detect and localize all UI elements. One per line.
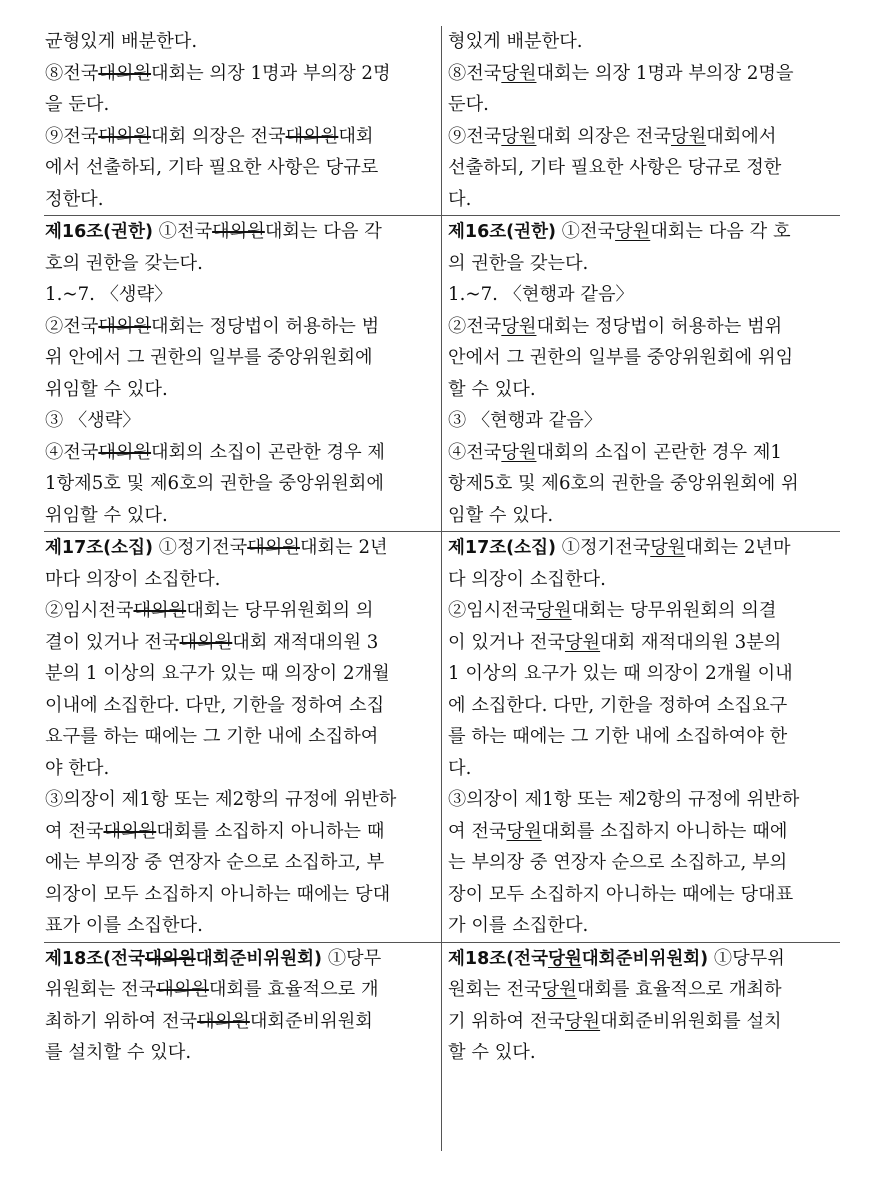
text-segment: 할 수 있다. bbox=[448, 378, 536, 400]
text-line bbox=[448, 532, 836, 564]
text-segment: 대회 재적대의원 3분의 bbox=[600, 631, 782, 653]
text-segment: ①정기전국 bbox=[555, 537, 651, 558]
text-line bbox=[45, 311, 438, 343]
deleted-text: 대의원 bbox=[212, 221, 265, 242]
text-segment: 다. bbox=[448, 188, 472, 210]
inserted-text: 당원 bbox=[501, 441, 537, 463]
text-segment: 제18조(전국 bbox=[45, 948, 145, 969]
inserted-text: 당원 bbox=[541, 979, 577, 1000]
text-segment: 대회의 소집이 곤란한 경우 제 bbox=[151, 441, 386, 463]
text-segment: ④전국 bbox=[448, 441, 502, 463]
text-line bbox=[45, 248, 438, 280]
text-line bbox=[45, 627, 438, 659]
current-text-cell bbox=[44, 26, 442, 215]
text-segment: ③의장이 제1항 또는 제2항의 규정에 위반하 bbox=[448, 789, 800, 810]
table-row bbox=[44, 943, 840, 1151]
text-segment: 의 권한을 갖는다. bbox=[448, 252, 589, 274]
text-segment: 할 수 있다. bbox=[448, 1042, 536, 1063]
current-text-cell bbox=[44, 532, 442, 942]
text-segment: 대회는 2년마 bbox=[685, 537, 791, 558]
text-segment: ①전국 bbox=[152, 221, 213, 242]
text-segment: ⑨전국 bbox=[448, 125, 502, 147]
text-segment: 가 이를 소집한다. bbox=[448, 915, 589, 936]
text-segment: 여 전국 bbox=[448, 820, 507, 842]
text-line bbox=[448, 943, 836, 975]
comparison-table bbox=[44, 26, 840, 1151]
text-line bbox=[45, 690, 438, 722]
text-segment: ②임시전국 bbox=[448, 600, 537, 621]
text-segment: 대회를 소집하지 아니하는 때 bbox=[156, 820, 385, 842]
text-line bbox=[448, 58, 836, 90]
text-segment: 대회준비위원회 bbox=[249, 1010, 373, 1032]
text-segment: 최하기 위하여 전국 bbox=[45, 1010, 198, 1032]
text-segment: 을 둔다. bbox=[45, 94, 110, 115]
text-segment: ②전국 bbox=[448, 315, 502, 337]
text-segment: 1.~7. 〈생략〉 bbox=[45, 284, 173, 305]
text-segment: 대회를 소집하지 아니하는 때에 bbox=[541, 820, 788, 842]
text-line bbox=[45, 216, 438, 248]
deleted-text: 대의원 bbox=[144, 948, 196, 969]
text-line bbox=[45, 532, 438, 564]
text-segment: 제18조(전국 bbox=[448, 948, 548, 969]
text-line bbox=[448, 405, 836, 437]
current-text-cell bbox=[44, 943, 442, 1151]
text-segment: 제17조(소집) bbox=[45, 538, 153, 558]
text-line bbox=[45, 879, 438, 911]
text-line bbox=[45, 121, 438, 153]
text-line bbox=[45, 910, 438, 942]
text-line bbox=[45, 1037, 438, 1069]
text-line bbox=[45, 847, 438, 879]
text-segment: 정한다. bbox=[45, 188, 104, 210]
text-segment: 야 한다. bbox=[45, 757, 110, 779]
text-segment: 분의 1 이상의 요구가 있는 때 의장이 2개월 bbox=[45, 663, 390, 684]
text-segment: 형있게 배분한다. bbox=[448, 31, 583, 52]
text-segment: ②전국 bbox=[45, 315, 99, 337]
text-segment: 여 전국 bbox=[45, 820, 104, 842]
text-line bbox=[448, 847, 836, 879]
text-line bbox=[448, 721, 836, 753]
text-segment: 1항제5호 및 제6호의 권한을 중앙위원회에 bbox=[45, 473, 384, 494]
text-line bbox=[45, 658, 438, 690]
table-row bbox=[44, 216, 840, 532]
text-segment: 이 있거나 전국 bbox=[448, 631, 565, 653]
text-line bbox=[45, 374, 438, 406]
inserted-text: 당원 bbox=[564, 1010, 601, 1032]
text-line bbox=[448, 342, 836, 374]
text-line bbox=[45, 58, 438, 90]
text-segment: 대회는 정당법이 허용하는 범위 bbox=[536, 315, 783, 337]
deleted-text: 대의원 bbox=[133, 600, 187, 621]
text-line bbox=[448, 152, 836, 184]
text-line bbox=[45, 89, 438, 121]
text-segment: 대회 재적대의원 3 bbox=[232, 631, 379, 653]
deleted-text: 대의원 bbox=[179, 631, 233, 653]
text-line bbox=[45, 784, 438, 816]
table-row bbox=[44, 532, 840, 943]
text-segment: 표가 이를 소집한다. bbox=[45, 915, 203, 936]
text-line bbox=[45, 342, 438, 374]
text-segment: 대회를 효율적으로 개 bbox=[208, 979, 379, 1000]
text-segment: 는 부의장 중 연장자 순으로 소집하고, 부의 bbox=[448, 852, 788, 873]
text-segment: 제17조(소집) bbox=[448, 538, 556, 558]
text-segment: 대회 의장은 전국 bbox=[536, 125, 672, 147]
inserted-text: 당원 bbox=[506, 820, 542, 842]
text-segment: 균형있게 배분한다. bbox=[45, 31, 198, 52]
text-line bbox=[45, 564, 438, 596]
text-segment: 요구를 하는 때에는 그 기한 내에 소집하여 bbox=[45, 726, 379, 747]
text-segment: 대회는 당무위원회의 의 bbox=[186, 600, 374, 621]
current-text-cell bbox=[44, 216, 442, 531]
text-segment: 1.~7. 〈현행과 같음〉 bbox=[448, 284, 634, 305]
text-line bbox=[448, 627, 836, 659]
text-segment: 대회는 다음 각 호 bbox=[650, 221, 791, 242]
text-segment: ⑧전국 bbox=[448, 62, 502, 84]
text-segment: 대회 bbox=[338, 125, 374, 147]
text-segment: 위임할 수 있다. bbox=[45, 504, 168, 526]
text-line bbox=[45, 721, 438, 753]
text-line bbox=[448, 1037, 836, 1069]
text-segment: 대회는 당무위원회의 의결 bbox=[571, 600, 777, 621]
text-segment: 대회는 정당법이 허용하는 범 bbox=[151, 315, 380, 337]
deleted-text: 대의원 bbox=[197, 1010, 250, 1032]
text-line bbox=[45, 816, 438, 848]
text-segment: 대회의 소집이 곤란한 경우 제1 bbox=[536, 441, 782, 463]
text-segment: 대회는 의장 1명과 부의장 2명을 bbox=[536, 62, 794, 84]
revised-text-cell bbox=[442, 532, 839, 942]
text-line bbox=[45, 279, 438, 311]
deleted-text: 대의원 bbox=[98, 62, 152, 84]
text-segment: ⑧전국 bbox=[45, 62, 99, 84]
text-segment: 선출하되, 기타 필요한 사항은 당규로 정한 bbox=[448, 157, 782, 178]
text-line bbox=[45, 500, 438, 532]
text-segment: ②임시전국 bbox=[45, 600, 134, 621]
text-line bbox=[448, 879, 836, 911]
text-line bbox=[45, 753, 438, 785]
text-segment: 대회준비위원회를 설치 bbox=[600, 1010, 782, 1032]
text-segment: 제16조(권한) bbox=[448, 222, 556, 242]
text-segment: 1 이상의 요구가 있는 때 의장이 2개월 이내 bbox=[448, 663, 793, 684]
text-segment: 를 하는 때에는 그 기한 내에 소집하여야 한 bbox=[448, 726, 788, 747]
text-segment: 호의 권한을 갖는다. bbox=[45, 252, 203, 274]
text-segment: 대회에서 bbox=[706, 125, 777, 147]
text-segment: ④전국 bbox=[45, 441, 99, 463]
revised-text-cell bbox=[442, 26, 839, 215]
text-line bbox=[45, 943, 438, 975]
text-line bbox=[448, 690, 836, 722]
text-segment: 에 소집한다. 다만, 기한을 정하여 소집요구 bbox=[448, 694, 788, 716]
text-line bbox=[45, 152, 438, 184]
text-line bbox=[45, 595, 438, 627]
text-segment: 이내에 소집한다. 다만, 기한을 정하여 소집 bbox=[45, 694, 385, 716]
deleted-text: 대의원 bbox=[103, 820, 157, 842]
deleted-text: 대의원 bbox=[285, 125, 339, 147]
text-segment: 기 위하여 전국 bbox=[448, 1010, 565, 1032]
text-segment: 원회는 전국 bbox=[448, 979, 542, 1000]
text-line bbox=[45, 405, 438, 437]
inserted-text: 당원 bbox=[671, 125, 707, 147]
text-segment: ①정기전국 bbox=[152, 537, 248, 558]
text-segment: 결이 있거나 전국 bbox=[45, 631, 180, 653]
inserted-text: 당원 bbox=[501, 125, 537, 147]
text-line bbox=[448, 816, 836, 848]
text-segment: 대회는 의장 1명과 부의장 2명 bbox=[151, 62, 391, 84]
text-line bbox=[45, 184, 438, 216]
text-line bbox=[45, 974, 438, 1006]
text-segment: 를 설치할 수 있다. bbox=[45, 1042, 192, 1063]
text-segment: 대회준비위원회) bbox=[581, 948, 709, 969]
revised-text-cell bbox=[442, 943, 839, 1151]
inserted-text: 당원 bbox=[501, 62, 537, 84]
text-line bbox=[45, 26, 438, 58]
inserted-text: 당원 bbox=[536, 600, 572, 621]
text-segment: 안에서 그 권한의 일부를 중앙위원회에 위임 bbox=[448, 347, 794, 368]
text-line bbox=[448, 184, 836, 216]
inserted-text: 당원 bbox=[547, 948, 582, 969]
text-segment: ⑨전국 bbox=[45, 125, 99, 147]
text-line bbox=[448, 437, 836, 469]
text-line bbox=[448, 279, 836, 311]
deleted-text: 대의원 bbox=[98, 441, 152, 463]
text-segment: 대회를 효율적으로 개최하 bbox=[576, 979, 782, 1000]
text-line bbox=[45, 437, 438, 469]
text-line bbox=[448, 121, 836, 153]
text-segment: 대회는 다음 각 bbox=[264, 221, 382, 242]
revised-text-cell bbox=[442, 216, 839, 531]
deleted-text: 대의원 bbox=[98, 315, 152, 337]
text-segment: 위원회는 전국 bbox=[45, 979, 157, 1000]
text-segment: ①당무위 bbox=[708, 947, 785, 969]
text-segment: 항제5호 및 제6호의 권한을 중앙위원회에 위 bbox=[448, 473, 799, 494]
inserted-text: 당원 bbox=[650, 537, 686, 558]
text-segment: ①당무 bbox=[322, 947, 382, 969]
deleted-text: 대의원 bbox=[156, 979, 209, 1000]
text-line bbox=[448, 89, 836, 121]
text-segment: 장이 모두 소집하지 아니하는 때에는 당대표 bbox=[448, 883, 794, 905]
text-line bbox=[448, 595, 836, 627]
text-line bbox=[448, 753, 836, 785]
inserted-text: 당원 bbox=[501, 315, 537, 337]
text-line bbox=[448, 311, 836, 343]
text-line bbox=[448, 216, 836, 248]
text-segment: 대회 의장은 전국 bbox=[151, 125, 286, 147]
inserted-text: 당원 bbox=[615, 221, 651, 242]
text-line bbox=[448, 784, 836, 816]
text-line bbox=[448, 374, 836, 406]
text-segment: 의장이 모두 소집하지 아니하는 때에는 당대 bbox=[45, 883, 391, 905]
text-line bbox=[448, 468, 836, 500]
text-segment: 위임할 수 있다. bbox=[45, 378, 168, 400]
text-line bbox=[448, 658, 836, 690]
text-segment: 에서 선출하되, 기타 필요한 사항은 당규로 bbox=[45, 157, 379, 178]
text-line bbox=[45, 468, 438, 500]
text-segment: ③의장이 제1항 또는 제2항의 규정에 위반하 bbox=[45, 789, 397, 810]
text-line bbox=[448, 564, 836, 596]
text-segment: 다 의장이 소집한다. bbox=[448, 568, 606, 590]
deleted-text: 대의원 bbox=[98, 125, 152, 147]
text-segment: 마다 의장이 소집한다. bbox=[45, 568, 221, 590]
text-segment: ①전국 bbox=[555, 221, 616, 242]
text-line bbox=[448, 974, 836, 1006]
text-segment: 위 안에서 그 권한의 일부를 중앙위원회에 bbox=[45, 347, 373, 368]
text-segment: 제16조(권한) bbox=[45, 222, 153, 242]
text-line bbox=[45, 1006, 438, 1038]
text-line bbox=[448, 1006, 836, 1038]
text-segment: 대회는 2년 bbox=[299, 537, 388, 558]
deleted-text: 대의원 bbox=[247, 537, 300, 558]
text-segment: 임할 수 있다. bbox=[448, 504, 554, 526]
text-line bbox=[448, 26, 836, 58]
text-line bbox=[448, 248, 836, 280]
text-segment: 대회준비위원회) bbox=[195, 948, 323, 969]
text-segment: 에는 부의장 중 연장자 순으로 소집하고, 부 bbox=[45, 852, 385, 873]
text-segment: 다. bbox=[448, 757, 472, 779]
inserted-text: 당원 bbox=[564, 631, 601, 653]
text-line bbox=[448, 910, 836, 942]
table-row bbox=[44, 26, 840, 216]
text-segment: 둔다. bbox=[448, 94, 489, 115]
text-line bbox=[448, 500, 836, 532]
text-segment: ③ 〈현행과 같음〉 bbox=[448, 410, 602, 431]
text-segment: ③ 〈생략〉 bbox=[45, 410, 141, 431]
